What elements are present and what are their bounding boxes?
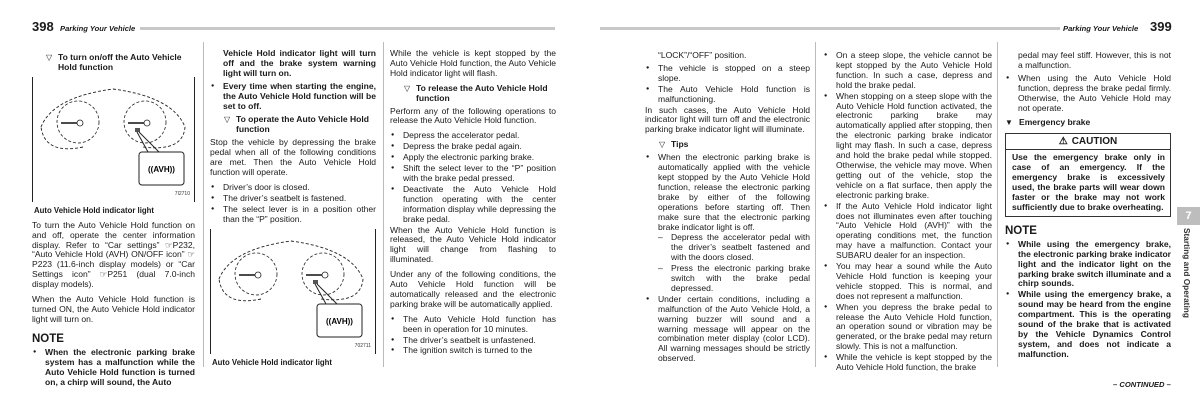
figure-caption: Auto Vehicle Hold indicator light <box>34 205 154 215</box>
text: When stopping on a steep slope with the Auto Vehicle Hold function activated, the electronic parking brake may automatically applied after stopping, then the electronic parking brake indicator light may flash. In such a case, depress and hold the brake pedal while stopped. Otherwise, the vehicle may move. When getting out of the vehicle, stop the vehicle on a flat surface, then apply the electronic parking brake. <box>836 90 992 200</box>
text: NOTE <box>1005 224 1037 237</box>
bullet-icon: ● <box>824 263 828 270</box>
dash-icon: – <box>658 263 663 274</box>
list-item <box>390 142 556 152</box>
text: Stop the vehicle by depressing the brake pedal when all of the following conditions are met. Then the Auto Vehicle Hold function will operate. <box>210 137 376 177</box>
list-item <box>645 64 810 84</box>
text: When using the Auto Vehicle Hold function, depress the brake pedal firmly. Otherwise, the Auto Vehicle Hold may not operate. <box>1018 72 1171 113</box>
list-item <box>645 295 810 364</box>
paragraph <box>390 270 556 310</box>
header-rule-right <box>600 27 1060 30</box>
text: “LOCK”/“OFF” position. <box>658 50 747 60</box>
figure <box>32 77 195 216</box>
subheading-text: To operate the Auto Vehicle Hold function <box>236 114 369 135</box>
column-6 <box>1005 51 1171 361</box>
list-item <box>1005 74 1171 114</box>
paragraph <box>390 107 556 127</box>
figure-caption: Auto Vehicle Hold indicator light <box>212 357 332 367</box>
text: While the vehicle is kept stopped by the Auto Vehicle Hold function, the brake <box>836 352 992 373</box>
list-item <box>823 262 992 302</box>
list-item <box>645 233 810 263</box>
section-heading-text: Emergency brake <box>1019 117 1091 128</box>
list-item <box>645 85 810 105</box>
list-item <box>823 202 992 261</box>
text: Driver’s door is closed. <box>223 181 310 192</box>
bullet-icon: ● <box>391 185 395 192</box>
figure <box>210 229 376 368</box>
list-item <box>823 51 992 91</box>
instrument-cluster-illustration <box>33 77 193 202</box>
text: Press the electronic parking brake switch with the brake pedal depressed. <box>671 263 810 293</box>
bullet-icon: ● <box>824 303 828 310</box>
text: When the electronic parking brake is automatically applied with the vehicle kept stopped by the Auto Vehicle Hold function, release the electronic parking brake by either of the following operations before starting off. Then make sure that the electronic parking brake indicator light is off. <box>658 152 810 232</box>
figure-frame <box>210 229 376 354</box>
list-item <box>210 82 376 112</box>
text: The ignition switch is turned to the <box>403 345 533 356</box>
text: The driver’s seatbelt is fastened. <box>223 192 347 203</box>
bullet-icon: ● <box>646 295 650 302</box>
triangle-down-icon: ▽ <box>404 83 411 93</box>
triangle-down-icon: ▽ <box>659 140 666 150</box>
list-item <box>390 336 556 346</box>
text: While using the emergency brake, the electronic parking brake indicator light and the indicator light on the parking brake switch illuminate and a chirp sounds. <box>1018 238 1171 289</box>
subheading-text: To release the Auto Vehicle Hold function <box>416 82 548 103</box>
paragraph <box>32 295 195 325</box>
subheading-text: Tips <box>671 139 689 150</box>
text: Under any of the following conditions, the Auto Vehicle Hold function will be automatically released and the electronic parking brake will be automatically applied. <box>390 269 556 309</box>
paragraph <box>390 49 556 79</box>
bullet-icon: ● <box>391 154 395 161</box>
list-item <box>390 315 556 335</box>
header-rule-left <box>140 27 555 30</box>
column-divider <box>383 42 384 367</box>
column-3 <box>390 49 556 357</box>
bullet-icon: ● <box>211 194 215 201</box>
text: If the Auto Vehicle Hold indicator light does not illuminates even after touching “Auto Vehicle Hold (AVH)” with the operating conditions met, the function may have a malfunction. Contact your SUBARU dealer for an inspection. <box>836 200 992 261</box>
running-title-left: Parking Your Vehicle <box>60 24 136 33</box>
list-item <box>32 348 195 388</box>
dash-icon: – <box>658 232 663 243</box>
warning-triangle-icon: ⚠ <box>1058 136 1068 148</box>
list-item <box>823 303 992 353</box>
column-divider <box>815 42 816 367</box>
list-item <box>210 183 376 193</box>
list-item <box>390 153 556 163</box>
running-title-right: Parking Your Vehicle <box>1063 24 1139 33</box>
list-item <box>823 92 992 201</box>
text: pedal may feel stiff. However, this is not a malfunction. <box>1018 50 1171 70</box>
avh-indicator-icon: ((AVH)) <box>148 164 175 174</box>
text: Deactivate the Auto Vehicle Hold function operating with the center information display while depressing the brake pedal. <box>403 183 556 224</box>
bullet-icon: ● <box>646 154 650 161</box>
text: NOTE <box>32 332 64 345</box>
continued-label: – CONTINUED – <box>1113 380 1171 389</box>
continued-text <box>210 49 376 79</box>
bullet-icon: ● <box>391 315 395 322</box>
bullet-icon: ● <box>824 52 828 58</box>
list-item <box>645 264 810 294</box>
triangle-down-icon: ▽ <box>46 53 53 62</box>
page-number-right: 399 <box>1150 19 1172 34</box>
bullet-icon: ● <box>646 64 650 71</box>
text: When the Auto Vehicle Hold function is turned ON, the Auto Vehicle Hold indicator light will turn on. <box>32 294 195 324</box>
list-item <box>390 164 556 184</box>
text: Use the emergency brake only in case of an emergency. If the emergency brake is excessively used, the brake parts will wear down faster or the brake may not work sufficiently due to brake overheating. <box>1012 152 1165 212</box>
subheading <box>645 140 810 150</box>
bullet-icon: ● <box>391 132 395 139</box>
text: When the Auto Vehicle Hold function is released, the Auto Vehicle Hold indicator light will change from flashing to illuminated. <box>390 224 556 265</box>
text: Depress the accelerator pedal. <box>403 130 520 141</box>
column-1 <box>32 49 195 388</box>
note-heading <box>32 333 195 346</box>
bullet-icon: ● <box>1006 291 1010 298</box>
bullet-icon: ● <box>211 183 215 190</box>
subheading <box>210 115 376 135</box>
continued-text <box>1005 51 1171 71</box>
text: While using the emergency brake, a sound may be heard from the engine compartment. This is the operating sound of the brake that is activated by the Vehicle Dynamics Control system, and does not indicate a malfunction. <box>1018 289 1171 359</box>
text: In such cases, the Auto Vehicle Hold indicator light will turn off and the electronic parking brake indicator light will illuminate. <box>645 104 810 135</box>
list-item <box>390 185 556 225</box>
column-5 <box>823 51 992 374</box>
bullet-icon: ● <box>211 82 215 89</box>
caution-body <box>1006 150 1170 215</box>
bullet-icon: ● <box>824 202 828 209</box>
bullet-icon: ● <box>824 354 828 361</box>
subheading-text: To turn on/off the Auto Vehicle Hold function <box>58 52 182 72</box>
page-number-left: 398 <box>32 19 54 34</box>
bullet-icon: ● <box>1006 240 1010 247</box>
column-divider <box>203 42 204 367</box>
list-item <box>210 194 376 204</box>
bullet-icon: ● <box>646 85 650 92</box>
caution-title <box>1006 134 1170 150</box>
text: While the vehicle is kept stopped by the Auto Vehicle Hold function, the Auto Vehicle Hold indicator light will flash. <box>390 48 556 78</box>
subheading <box>390 84 556 104</box>
chapter-tab-label: Starting and Operating <box>1182 228 1192 318</box>
list-item <box>823 353 992 373</box>
note-heading <box>1005 225 1171 238</box>
paragraph <box>32 221 195 290</box>
avh-indicator-icon: ((AVH)) <box>326 316 353 326</box>
triangle-filled-icon: ▼ <box>1005 118 1013 128</box>
bullet-icon: ● <box>211 205 215 212</box>
text: On a steep slope, the vehicle cannot be kept stopped by the Auto Vehicle Hold function. In such a case, depress and hold the brake pedal. <box>836 50 992 90</box>
paragraph <box>390 226 556 266</box>
text: Perform any of the following operations to release the Auto Vehicle Hold function. <box>390 105 556 126</box>
bullet-icon: ● <box>391 347 395 354</box>
text: When the electronic parking brake system has a malfunction while the Auto Vehicle Hold function is turned on, a chirp will sound, the Auto <box>45 346 195 387</box>
text: Depress the accelerator pedal with the driver’s seatbelt fastened and with the doors closed. <box>671 232 810 263</box>
text: Under certain conditions, including a malfunction of the Auto Vehicle Hold, a warning buzzer will sound and a warning message will appear on the combination meter display (color LCD). All warning messages should be strictly observed. <box>658 293 810 364</box>
text: To turn the Auto Vehicle Hold function on and off, operate the center information display. Refer to “Car settings” ☞P232, “Auto Vehicle Hold (AVH) ON/OFF icon” ☞P223 (11.6-inch display models) or “Car Settings icon” ☞P251 (dual 7.0-inch display models). <box>32 219 195 290</box>
bullet-icon: ● <box>824 92 828 99</box>
text: The vehicle is stopped on a steep slope. <box>658 62 810 83</box>
bullet-icon: ● <box>391 143 395 150</box>
text: The Auto Vehicle Hold function is malfunctioning. <box>658 83 810 104</box>
instrument-cluster-illustration <box>211 229 371 354</box>
text: The Auto Vehicle Hold function has been in operation for 10 minutes. <box>403 313 556 334</box>
list-item <box>390 131 556 141</box>
list-item <box>210 205 376 225</box>
caution-box <box>1005 133 1171 216</box>
caution-title-text: CAUTION <box>1071 136 1118 148</box>
paragraph <box>645 106 810 136</box>
figure-frame <box>32 77 195 202</box>
text: The select lever is in a position other than the “P” position. <box>223 203 376 224</box>
subheading <box>32 53 195 73</box>
triangle-down-icon: ▽ <box>224 115 231 125</box>
text: Shift the select lever to the “P” position with the brake pedal pressed. <box>403 163 556 183</box>
bullet-icon: ● <box>33 348 37 355</box>
continued-text <box>645 51 810 61</box>
figure-code: 7I2710 <box>174 190 190 197</box>
text: Depress the brake pedal again. <box>403 141 522 152</box>
text: When you depress the brake pedal to release the Auto Vehicle Hold function, an operation sound or vibration may be generated, or the brake pedal may return slowly. This is not a malfunction. <box>836 301 992 352</box>
figure-code: 702711 <box>354 342 371 349</box>
list-item <box>390 346 556 356</box>
paragraph <box>210 138 376 178</box>
column-divider <box>997 42 998 367</box>
text: You may hear a sound while the Auto Vehicle Hold function is keeping your vehicle stopped. This is normal, and does not represent a malfunction. <box>836 261 992 301</box>
column-4 <box>645 51 810 365</box>
chapter-tab[interactable]: 7 <box>1177 207 1200 225</box>
column-2 <box>210 49 376 372</box>
bullet-icon: ● <box>391 336 395 343</box>
bullet-icon: ● <box>391 165 395 172</box>
bullet-icon: ● <box>1006 74 1010 81</box>
text: The driver’s seatbelt is unfastened. <box>403 334 536 345</box>
section-heading <box>1005 118 1171 128</box>
text: Every time when starting the engine, the Auto Vehicle Hold function will be set to off. <box>223 80 376 111</box>
text: Apply the electronic parking brake. <box>403 152 535 163</box>
list-item <box>1005 290 1171 359</box>
list-item <box>1005 240 1171 290</box>
text: Vehicle Hold indicator light will turn off and the brake system warning light will turn on. <box>223 48 376 78</box>
list-item <box>645 153 810 232</box>
